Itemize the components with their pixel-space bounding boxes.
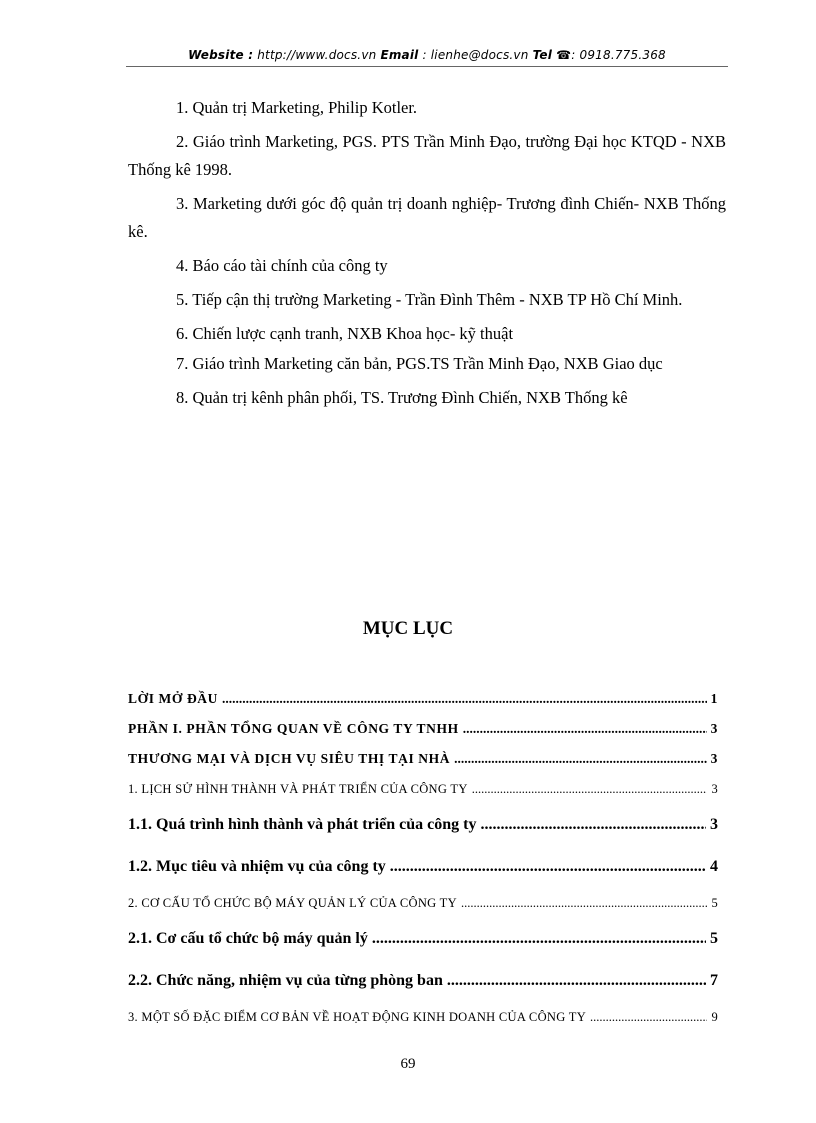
table-of-contents <box>128 684 718 1032</box>
toc-leader <box>463 714 707 744</box>
toc-entry-label: 3. MỘT SỐ ĐẶC ĐIỂM CƠ BẢN VỀ HOẠT ĐỘNG KINH DOANH CỦA CÔNG TY <box>128 1010 587 1024</box>
page-number: 69 <box>400 1056 416 1072</box>
toc-entry[interactable] <box>128 918 718 960</box>
toc-leader <box>222 684 707 714</box>
tel-label: Tel <box>532 48 553 62</box>
website-label: Website : <box>188 48 254 62</box>
reference-item: 6. Chiến lược cạnh tranh, NXB Khoa học- kỹ thuật <box>176 324 514 343</box>
reference-item: 5. Tiếp cận thị trường Marketing - Trần Đình Thêm - NXB TP Hồ Chí Minh. <box>176 290 683 309</box>
toc-entry-page: 4 <box>710 858 718 875</box>
toc-leader <box>472 774 708 804</box>
toc-entry-label: PHẦN I. PHẦN TỔNG QUAN VỀ CÔNG TY TNHH <box>128 721 459 736</box>
toc-entry[interactable] <box>128 714 718 744</box>
toc-entry-page: 9 <box>711 1010 718 1024</box>
reference-list <box>128 94 726 418</box>
toc-title: MỤC LỤC <box>362 618 454 639</box>
toc-entry[interactable] <box>128 744 718 774</box>
email-address[interactable]: : lienhe@docs.vn <box>422 48 529 62</box>
toc-entry[interactable] <box>128 888 718 918</box>
toc-entry-page: 7 <box>710 972 718 989</box>
email-label: Email <box>380 48 419 62</box>
toc-entry-page: 3 <box>710 816 718 833</box>
toc-leader <box>447 960 706 1002</box>
toc-entry-page: 5 <box>710 930 718 947</box>
reference-item: 8. Quản trị kênh phân phối, TS. Trương Đình Chiến, NXB Thống kê <box>176 388 628 407</box>
website-url[interactable]: http://www.docs.vn <box>257 48 377 62</box>
header-divider <box>126 66 728 67</box>
toc-entry-page: 3 <box>711 782 718 796</box>
toc-entry-label: 1.2. Mục tiêu và nhiệm vụ của công ty <box>128 858 386 875</box>
reference-item: 2. Giáo trình Marketing, PGS. PTS Trần Minh Đạo, trường Đại học KTQD - NXB Thống kê 1998. <box>128 132 726 179</box>
toc-entry-label: 2.1. Cơ cấu tổ chức bộ máy quản lý <box>128 930 368 947</box>
phone-number: : 0918.775.368 <box>571 48 666 62</box>
toc-entry[interactable] <box>128 804 718 846</box>
toc-entry[interactable] <box>128 846 718 888</box>
toc-leader <box>590 1002 707 1032</box>
toc-leader <box>481 804 706 846</box>
toc-entry[interactable] <box>128 960 718 1002</box>
toc-entry-label: 1.1. Quá trình hình thành và phát triển của công ty <box>128 816 477 833</box>
toc-entry-label: 1. LỊCH SỬ HÌNH THÀNH VÀ PHÁT TRIỂN CỦA CÔNG TY <box>128 782 468 796</box>
toc-entry-page: 3 <box>710 721 718 736</box>
toc-entry-page: 3 <box>710 751 718 766</box>
toc-entry-page: 1 <box>710 691 718 706</box>
toc-leader <box>454 744 707 774</box>
toc-entry[interactable] <box>128 774 718 804</box>
toc-entry-page: 5 <box>711 896 718 910</box>
toc-entry-label: LỜI MỞ ĐẦU <box>128 691 218 706</box>
toc-entry-label: 2.2. Chức năng, nhiệm vụ của từng phòng ban <box>128 972 443 989</box>
toc-leader <box>372 918 706 960</box>
toc-entry-label: 2. CƠ CẤU TỔ CHỨC BỘ MÁY QUẢN LÝ CỦA CÔNG TY <box>128 896 457 910</box>
toc-entry[interactable] <box>128 684 718 714</box>
toc-entry-label: THƯƠNG MẠI VÀ DỊCH VỤ SIÊU THỊ TẠI NHÀ <box>128 751 451 766</box>
reference-item: 3. Marketing dưới góc độ quản trị doanh nghiệp- Trương đình Chiến- NXB Thống kê. <box>128 194 726 241</box>
phone-icon: ☎ <box>556 48 572 62</box>
reference-item: 1. Quản trị Marketing, Philip Kotler. <box>176 98 418 117</box>
reference-item: 7. Giáo trình Marketing căn bản, PGS.TS Trần Minh Đạo, NXB Giao dục <box>176 354 663 373</box>
toc-entry[interactable] <box>128 1002 718 1032</box>
reference-item: 4. Báo cáo tài chính của công ty <box>176 256 388 275</box>
toc-leader <box>390 846 706 888</box>
toc-leader <box>461 888 707 918</box>
page-header <box>126 48 728 62</box>
